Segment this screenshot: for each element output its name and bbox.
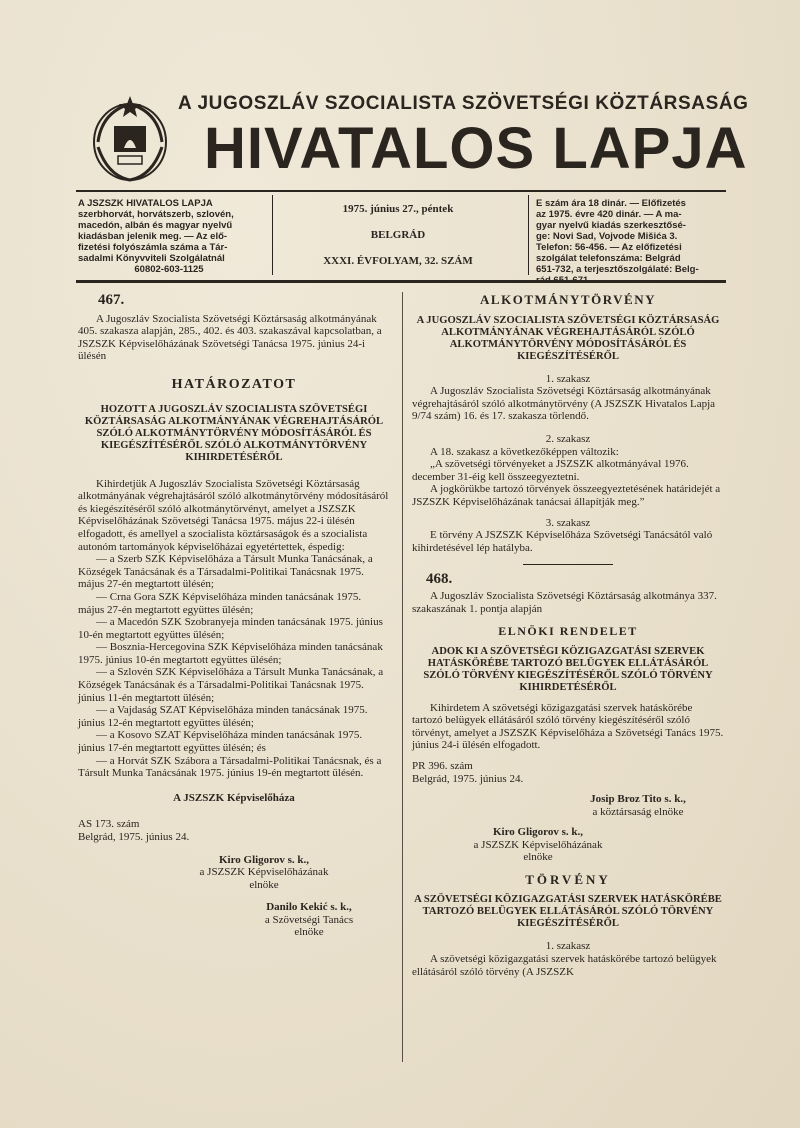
heading-torveny: TÖRVÉNY	[525, 871, 611, 887]
masthead-center-info: 1975. június 27., péntek BELGRÁD XXXI. ÉVFOLYAM, 32. SZÁM	[323, 203, 473, 267]
paragraph: — Bosznia-Hercegovina SZK Képviselőháza minden tanácsának 1975. június 10-én megtartott együttes ülésén;	[78, 641, 383, 666]
column-divider	[402, 292, 403, 1062]
issuer: A JSZSZK Képviselőháza	[173, 791, 295, 804]
heading-alkotmanytorveny: ALKOTMÁNYTÖRVÉNY	[480, 292, 656, 307]
place-date: Belgrád, 1975. június 24.	[78, 831, 190, 843]
state-emblem-icon	[88, 92, 172, 186]
signature-block: Josip Broz Tito s. k., a köztársaság elnöke	[590, 793, 686, 818]
subheading: A JUGOSZLÁV SZOCIALISTA SZÖVETSÉGI KÖZTÁRSASÁG ALKOTMÁNYÁNAK VÉGREHAJTÁSÁRÓL SZÓLÓ ALKOTMÁNYTÖRVÉNY MÓDOSÍTÁSÁRÓL ÉS KIEGÉSZÍTÉSÉRŐL	[416, 314, 720, 362]
masthead-divider-right	[528, 195, 529, 275]
masthead-left-info: A JSZSZK HIVATALOS LAPJA szerbhorvát, horvátszerb, szlovén, macedón, albán és magyar nyelvű kiadásban jelenik meg. — Az elő- fizetési folyószámla száma a Tár- sadalmi Könyvviteli Szolgálatnál 60802-603-1125	[78, 198, 234, 275]
paragraph: E törvény A JSZSZK Képviselőháza Szövetségi Tanácsától való kihirdetésével lép hatályba.	[412, 529, 713, 554]
act-number: 468.	[426, 571, 453, 588]
paragraph: — a Szerb SZK Képviselőháza a Társult Munka Tanácsának, a Községek Tanácsának és a Társadalmi-Politikai Tanácsnak 1975. május 27-én megtartott ülésén;	[78, 553, 373, 591]
masthead-right-info: E szám ára 18 dinár. — Előfizetés az 1975. évre 420 dinár. — A ma- gyar nyelvű kiadás szerkesztősé- ge: Novi Sad, Vojvode Mišića 3. Telefon: 56-456. — Az előfizetési szolgálat telefonszáma: Belgrád 651-732, a terjesztőszolgálaté: Belg-	[536, 198, 699, 275]
paragraph: Kihirdetem A szövetségi közigazgatási szervek hatáskörébe tartozó belügyek ellátásáról szóló törvény kiegészítéséről szóló törvényt, amelyet a JSZSZK Képviselőháza a Szövetségi Tanács 1975. június 24-i ülésén elfogadott.	[412, 701, 724, 752]
paragraph: — a Szlovén SZK Képviselőháza a Társult Munka Tanácsának, a Községek Tanácsának és a Társadalmi-Politikai Tanácsnak 1975. június 11-én megtartott ülésén;	[78, 666, 384, 704]
masthead-supertitle: A JUGOSZLÁV SZOCIALISTA SZÖVETSÉGI KÖZTÁRSASÁG	[178, 93, 749, 114]
masthead-divider-left	[272, 195, 273, 275]
section-title: 3. szakasz	[545, 516, 591, 529]
masthead-top-rule	[76, 190, 726, 192]
paragraph: A jogkörükbe tartozó törvények összeegyeztetésének határidejét a JSZSZK Képviselőházának tanácsai állapítják meg.”	[412, 483, 721, 508]
paragraph: — a Vajdaság SZAT Képviselőháza minden tanácsának 1975. június 12-én megtartott együttes ülésén;	[78, 704, 368, 729]
signature-block: Kiro Gligorov s. k., a JSZSZK Képviselőházának elnöke	[473, 826, 603, 864]
subheading: A SZÖVETSÉGI KÖZIGAZGATÁSI SZERVEK HATÁSKÖRÉBE TARTOZÓ BELÜGYEK ELLÁTÁSÁRÓL SZÓLÓ TÖRVÉNY KIEGÉSZÍTÉSÉRŐL	[414, 894, 722, 930]
masthead-title: HIVATALOS LAPJA	[204, 116, 748, 181]
reference-number: PR 396. szám	[412, 760, 473, 773]
masthead-bottom-rule	[76, 280, 726, 283]
paragraph: Kihirdetjük A Jugoszláv Szocialista Szövetségi Köztársaság alkotmányának végrehajtásáról szóló alkotmánytörvény módosításáról és kiegészítéséről szóló alkotmánytörvényt, amelyet a JSZSZK Képviselőházának Szövetségi Tanácsa 1975. május 22-i ülésén elfogadott, és amellyel a szocialista köztársaságok és a szocialista autonóm tartományok képviselőházai egyetértettek, éspedig:	[78, 477, 389, 553]
intro-text: A Jugoszláv Szocialista Szövetségi Köztársaság alkotmánya 337. szakaszának 1. pontja alapján	[412, 589, 717, 615]
left-column	[78, 294, 390, 939]
paragraph: — a Horvát SZK Szábora a Társadalmi-Politikai Tanácsnak, és a Társult Munka Tanácsának 1975. június 19-én megtartott ülésén.	[78, 754, 382, 780]
heading-elnoki-rendelet: ELNÖKI RENDELET	[498, 624, 638, 639]
right-column	[412, 294, 724, 978]
section-title: 2. szakasz	[545, 432, 591, 445]
paragraph: — Crna Gora SZK Képviselőháza minden tanácsának 1975. május 27-én megtartott együttes ülésén;	[78, 590, 362, 616]
section-title: 1. szakasz	[545, 940, 591, 953]
signature-block: Danilo Kekić s. k., a Szövetségi Tanács elnöke	[264, 901, 354, 939]
separator	[523, 564, 613, 565]
section-subheading: HOZOTT A JUGOSZLÁV SZOCIALISTA SZÖVETSÉGI KÖZTÁRSASÁG ALKOTMÁNYÁNAK VÉGREHAJTÁSÁRÓL SZÓLÓ ALKOTMÁNYTÖRVÉNY MÓDOSÍTÁSÁRÓL ÉS KIEGÉSZÍTÉSÉRŐL SZÓLÓ ALKOTMÁNYTÖRVÉNY KIHIRDETÉSÉRŐL	[84, 403, 384, 463]
paragraph: A 18. szakasz a következőképpen változik:	[430, 445, 619, 458]
section-heading: HATÁROZATOT	[171, 376, 297, 392]
signature-block: Kiro Gligorov s. k., a JSZSZK Képviselőházának elnöke	[199, 853, 329, 891]
paragraph: „A szövetségi törvényeket a JSZSZK alkotmányával 1976. december 31-éig kell összeegyeztetni.	[412, 458, 689, 483]
subheading: ADOK KI A SZÖVETSÉGI KÖZIGAZGATÁSI SZERVEK HATÁSKÖRÉBE TARTOZÓ BELÜGYEK ELLÁTÁSÁRÓL SZÓLÓ TÖRVÉNY KIEGÉSZÍTÉSÉRŐL SZÓLÓ TÖRVÉNY KIHIRDETÉSÉRŐL	[423, 645, 713, 693]
act-number: 467.	[98, 292, 125, 308]
paragraph: — a Kosovo SZAT Képviselőháza minden tanácsának 1975. június 17-én megtartott együttes ülésén; és	[78, 729, 363, 755]
section-title: 1. szakasz	[545, 372, 591, 385]
paragraph: — a Macedón SZK Szobranyeja minden tanácsának 1975. június 10-én megtartott együttes ülésén;	[78, 616, 383, 641]
reference-number: AS 173. szám	[78, 818, 140, 831]
paragraph: A Jugoszláv Szocialista Szövetségi Köztársaság alkotmányának végrehajtásáról szóló alkotmánytörvény (A JSZSZK Hivatalos Lapja 9/74 szám) 16. és 17. szakasza törlendő.	[412, 385, 716, 423]
intro-text: A Jugoszláv Szocialista Szövetségi Köztársaság alkotmányának 405. szakasza alapján, 285., 402. és 403. szakaszával kapcsolatban, a JSZSZK Képviselőházának Szövetségi Tanácsa 1975. június 24-i ülésén	[78, 312, 382, 363]
place-date: Belgrád, 1975. június 24.	[412, 772, 524, 785]
paragraph: A szövetségi közigazgatási szervek hatáskörébe tartozó belügyek ellátásáról szóló törvény (A JSZSZK	[412, 952, 717, 978]
